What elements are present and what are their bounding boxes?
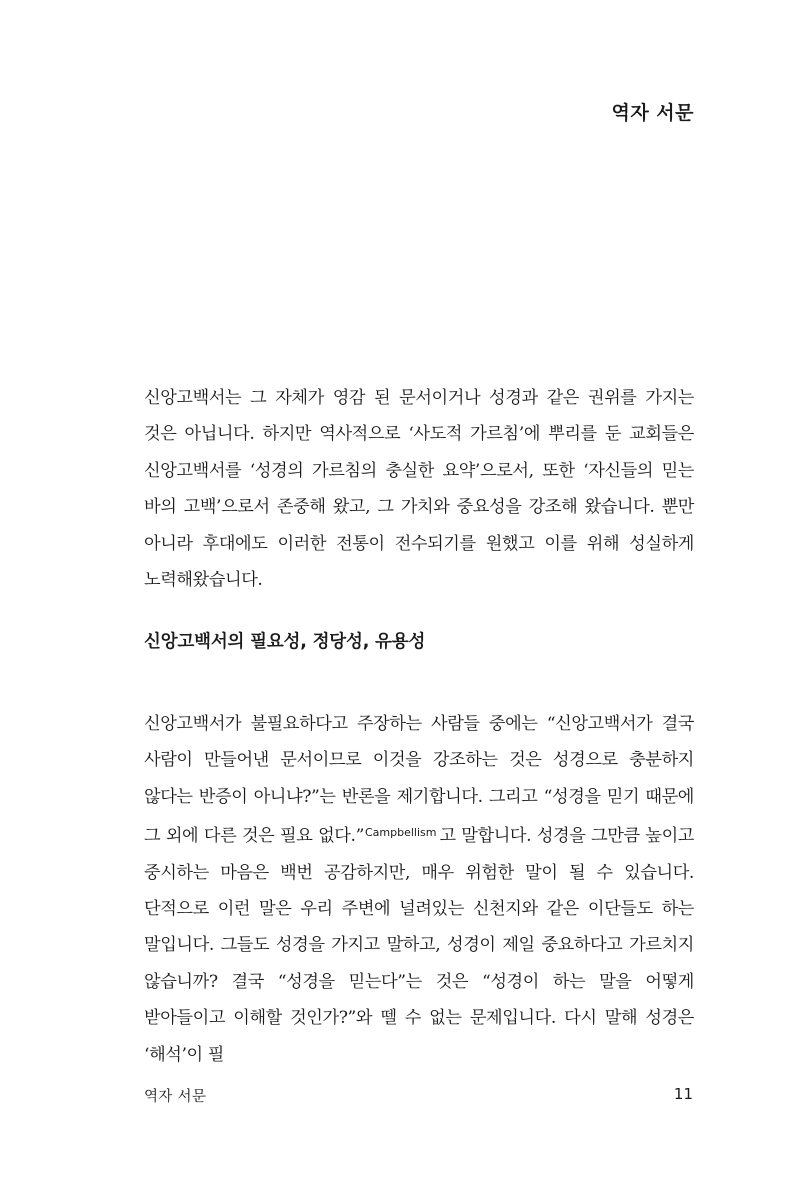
campbellism-note: Campbellism — [364, 826, 437, 840]
running-head: 역자 서문 — [611, 102, 694, 124]
page-number: 11 — [673, 1085, 693, 1103]
section-heading: 신앙고백서의 필요성, 정당성, 유용성 — [144, 632, 426, 652]
paragraph-2-text-before-note: 신앙고백서가 불필요하다고 주장하는 사람들 중에는 “신앙고백서가 결국 사람이 만들어낸 문서이므로 이것을 강조하는 것은 성경으로 충분하지 않다는 반증이 아니냐?”는 반론을 제기합니다. 그리고 “성경을 믿기 때문에 그 외에 다른 것은 필요 없다.” — [144, 714, 694, 847]
body-paragraph-2 — [144, 706, 694, 1073]
paragraph-2-text-after-note: 고 말합니다. 성경을 그만큼 높이고 중시하는 마음은 백번 공감하지만, 매우 위험한 말이 될 수 있습니다. 단적으로 이런 말은 우리 주변에 널려있는 신천지와 같은 이단들도 하는 말입니다. 그들도 성경을 가지고 말하고, 성경이 제일 중요하다고 가르치지 않습니까? 결국 “성경을 믿는다”는 것은 “성경이 하는 말을 어떻게 받아들이고 이해할 것인가?”와 뗄 수 없는 문제입니다. 다시 말해 성경은 ‘해석’이 필 — [144, 826, 694, 1065]
footer-section-title: 역자 서문 — [144, 1089, 207, 1105]
body-paragraph-1: 신앙고백서는 그 자체가 영감 된 문서이거나 성경과 같은 권위를 가지는 것은 아닙니다. 하지만 역사적으로 ‘사도적 가르침’에 뿌리를 둔 교회들은 신앙고백서를 ‘성경의 가르침의 충실한 요약’으로서, 또한 ‘자신들의 믿는 바의 고백’으로서 존중해 왔고, 그 가치와 중요성을 강조해 왔습니다. 뿐만 아니라 후대에도 이러한 전통이 전수되기를 원했고 이를 위해 성실하게 노력해왔습니다. — [144, 388, 694, 591]
